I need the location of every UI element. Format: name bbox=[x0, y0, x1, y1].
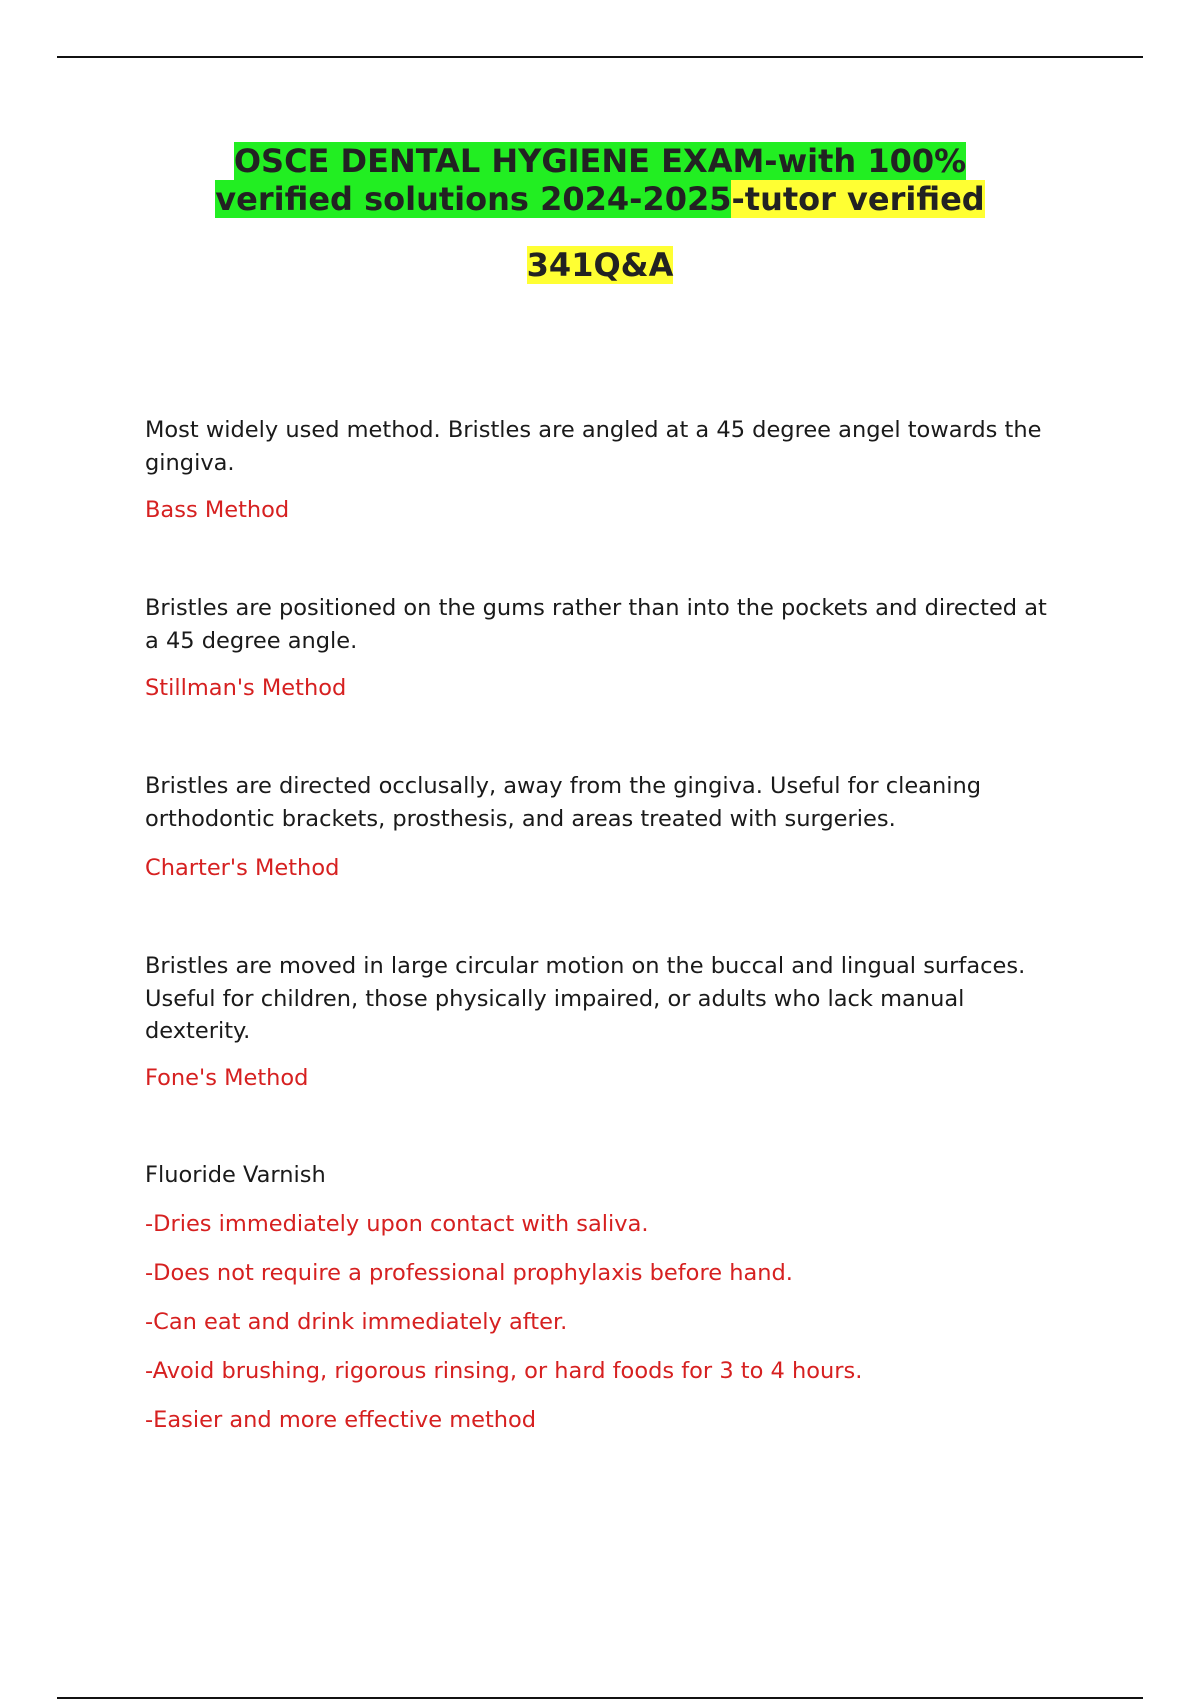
title-sub-wrapper bbox=[0, 246, 1200, 284]
document-title bbox=[0, 142, 1200, 284]
answer-5-line-3: -Can eat and drink immediately after. bbox=[145, 1309, 568, 1335]
question-1: Most widely used method. Bristles are angled at a 45 degree angel towards the gingiva. bbox=[145, 417, 1042, 476]
answer-5-line-2: -Does not require a professional prophylaxis before hand. bbox=[145, 1260, 793, 1286]
title-question-count: 341Q&A bbox=[526, 246, 674, 284]
answer-3: Charter's Method bbox=[145, 855, 340, 881]
answer-5-line-4: -Avoid brushing, rigorous rinsing, or hard foods for 3 to 4 hours. bbox=[145, 1358, 863, 1384]
question-4: Bristles are moved in large circular motion on the buccal and lingual surfaces. Useful for children, those physically impaired, or adults who lack manual dexterity. bbox=[145, 953, 1026, 1044]
header-rule bbox=[57, 56, 1143, 58]
question-3: Bristles are directed occlusally, away from the gingiva. Useful for cleaning orthodontic brackets, prosthesis, and areas treated with surgeries. bbox=[145, 773, 982, 832]
answer-4: Fone's Method bbox=[145, 1065, 309, 1091]
answer-2: Stillman's Method bbox=[145, 675, 347, 701]
title-main bbox=[190, 142, 1010, 218]
question-5: Fluoride Varnish bbox=[145, 1162, 326, 1188]
question-2: Bristles are positioned on the gums rather than into the pockets and directed at a 45 degree angle. bbox=[145, 595, 1047, 654]
answer-5-line-5: -Easier and more effective method bbox=[145, 1407, 537, 1433]
answer-1: Bass Method bbox=[145, 497, 290, 523]
title-highlight-yellow: -tutor verified bbox=[731, 180, 985, 218]
footer-rule bbox=[57, 1697, 1143, 1699]
title-highlight-green: OSCE DENTAL HYGIENE EXAM-with 100% verified solutions 2024-2025 bbox=[215, 142, 967, 218]
answer-5-line-1: -Dries immediately upon contact with saliva. bbox=[145, 1211, 649, 1237]
